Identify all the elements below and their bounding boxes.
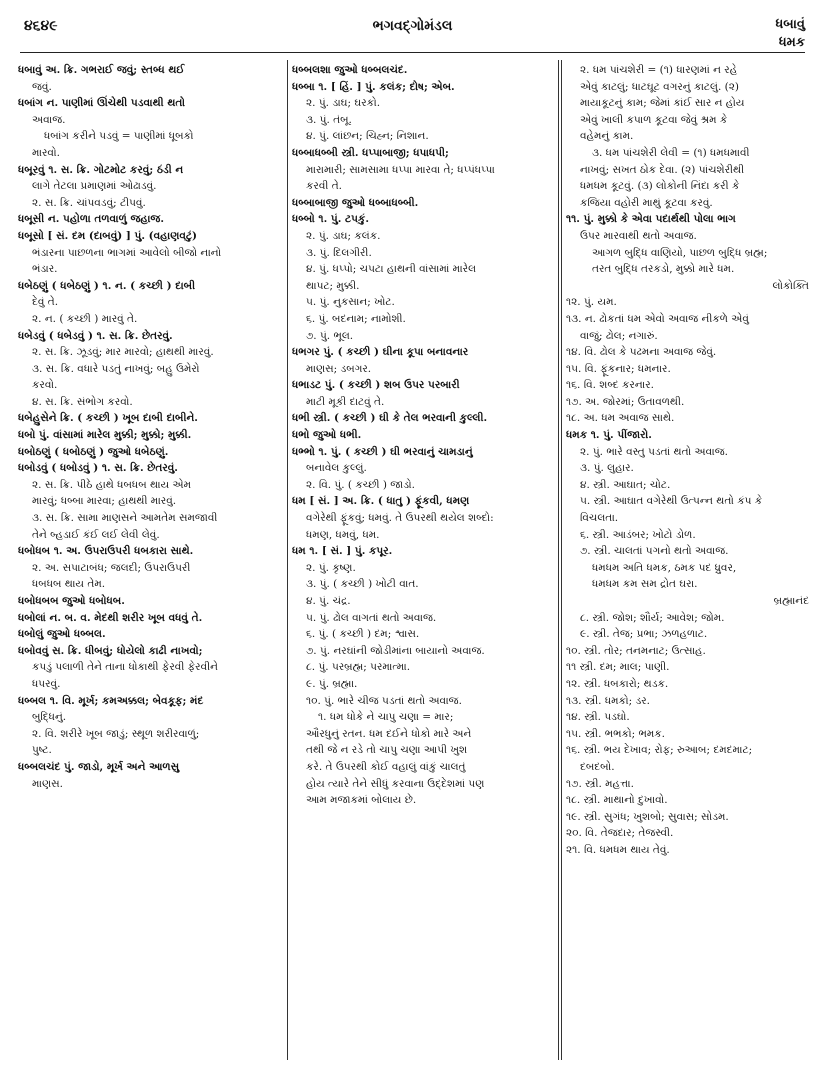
dictionary-entry-headline: ધબ્બલ ૧. વિ. મૂર્ખ; કમઅક્કલ; બેવકૂફ; મંદ <box>18 694 204 707</box>
guide-word-top: ધબાવું <box>775 17 805 32</box>
dictionary-entry-line: વિચલતા. <box>580 512 619 525</box>
dictionary-entry-line: ભંડારના પાછળના ભાગમાં આવેલો બીજો નાનો <box>32 246 222 259</box>
dictionary-entry-line: તથી જે ન રડે તો ચાપુ ચણા આપી ખુશ <box>306 744 468 757</box>
dictionary-entry-headline: ધબેડવું ( ધબેડવું ) ૧. સ. ક્રિ. છેતરવું. <box>18 329 173 342</box>
dictionary-entry-headline: ધબાવું અ. ક્રિ. ગભરાઈ જવું; સ્તબ્ધ થઈ <box>18 64 185 76</box>
dictionary-entry-line: ૩. પું. ( કચ્છી ) ખોટી વાત. <box>306 578 419 591</box>
dictionary-entry-line: વાજું; ઢોલ; નગારું. <box>580 329 658 342</box>
dictionary-entry-line: વહેમનું કામ. <box>580 130 634 143</box>
dictionary-entry-line: થાપટ; મુક્કી. <box>306 279 360 292</box>
dictionary-entry-line: ૬. સ્ત્રી. આડંબર; ખોટો ડોળ. <box>580 528 696 541</box>
dictionary-entry-line: ૨. પું. ડાઘ; કલંક. <box>306 229 381 242</box>
dictionary-entry-headline: ધબેહુસેને ક્રિ. ( કચ્છી ) ખૂબ દાબી દાબીને. <box>18 412 198 425</box>
dictionary-entry-line: ૧૭. અ. જોરમાં; ઉતાવળથી. <box>566 395 685 408</box>
dictionary-entry-line: ૭. સ્ત્રી. ચાલતાં પગનો થતો અવાજ. <box>580 545 729 558</box>
dictionary-entry-line: હોય ત્યારે તેને સીધું કરવાના ઉદ્દેશમાં પણ <box>306 777 485 790</box>
dictionary-entry-line: ધમણ, ધમવું, ધમ. <box>306 528 380 541</box>
dictionary-entry-headline: ધભાડટ પું. ( કચ્છી ) શબ ઉપર પરબારી <box>292 379 460 392</box>
dictionary-entry-line: ૪. પું. ચંદ્ર. <box>306 595 351 607</box>
column-divider <box>287 60 288 1060</box>
dictionary-entry-line: ૧૮. સ્ત્રી. માથાનો દુખાવો. <box>566 794 668 807</box>
dictionary-entry-headline: ધબોલું જુઓ ધબ્બલ. <box>18 628 106 641</box>
dictionary-column-2 <box>292 62 554 1062</box>
dictionary-entry-line: ૮. પું. પરબ્રહ્મ; પરમાત્મા. <box>306 661 411 674</box>
dictionary-entry-headline: ધબ્બો ૧. પું. ટપકું. <box>292 213 370 226</box>
dictionary-entry-line: બુદ્ધિનું. <box>32 711 67 724</box>
dictionary-entry-line: ધબાંગ કરીને પડવું = પાણીમાં ધૂબકો <box>44 130 194 143</box>
dictionary-entry-line: ૩. ધમ પાંચશેરી લેવી = (૧) ધમધમાવી <box>592 146 750 159</box>
dictionary-entry-line: ૪. પું. ધપ્પો; ચપટા હાથની વાંસામાં મારેલ <box>306 263 477 276</box>
dictionary-entry-headline: ધબોવવું સ. ક્રિ. ધીબવું; ધોયેલો કાઢી નાખવો; <box>18 644 203 657</box>
dictionary-entry-line: ૩. પું. તંબૂ. <box>306 113 352 126</box>
dictionary-entry-line: માયાકૂટનું કામ; જેમાં કાંઈ સાર ન હોય <box>580 97 745 110</box>
dictionary-entry-headline: ધબોઠણું ( ધબોઠણું ) જુઓ ધબેઠણું. <box>18 445 169 458</box>
dictionary-entry-line: જવું. <box>32 80 52 93</box>
dictionary-entry-line: મારવો. <box>32 146 60 159</box>
dictionary-entry-line: ૧૨. સ્ત્રી. ધબકારો; થડક. <box>566 677 669 690</box>
dictionary-entry-line: કરવો. <box>32 379 58 392</box>
citation-source: બ્રહ્માનંદ <box>773 595 809 607</box>
dictionary-entry-line: તરત બુદ્ધિ તરકડો, મુક્કો મારે ધમ. <box>592 263 735 276</box>
dictionary-entry-line: માણસ. <box>32 777 63 790</box>
dictionary-entry-line: ૨. સ. ક્રિ. પીઠે હાથે ધબધબ થાય એમ <box>32 478 192 491</box>
dictionary-entry-headline: ધબોડવું ( ધબોડવું ) ૧. સ. ક્રિ. છેતરવું. <box>18 462 178 475</box>
dictionary-entry-line: માટી મૂકી દાટવું તે. <box>306 395 385 408</box>
dictionary-entry-headline: ધબ્બાબાજી જુઓ ધબ્બાધબ્બી. <box>292 196 419 209</box>
dictionary-entry-line: ૨. વિ. પું. ( કચ્છી ) જાડો. <box>306 478 415 491</box>
dictionary-entry-line: એવું કાટલું; ધાટઘૂટ વગરનું કાટલું. (૨) <box>580 80 740 93</box>
dictionary-entry-headline: ૧૧. પું. મુક્કો કે એવા પદાર્થથી પોલા ભાગ <box>566 213 736 226</box>
dictionary-entry-line: લાગે તેટલા પ્રમાણમાં ઓઢાડવું. <box>32 180 157 193</box>
dictionary-entry-line: ૧૭. સ્ત્રી. મહત્તા. <box>566 777 634 790</box>
dictionary-entry-headline: ધબ્બલશા જુઓ ધબ્બલચંદ. <box>292 64 408 76</box>
dictionary-entry-line: વગેરેથી ફૂંકવું; ધમવું. તે ઉપરથી થયેલ શબ્દો: <box>306 512 494 525</box>
dictionary-entry-line: ૧૨. પું. યમ. <box>566 296 617 309</box>
dictionary-entry-line: ૨. વિ. શરીરે ખૂબ જાડું; સ્થૂળ શરીરવાળું; <box>32 727 200 740</box>
dictionary-entry-line: ૧૪. સ્ત્રી. પડઘો. <box>566 711 630 724</box>
guide-words <box>775 16 805 52</box>
dictionary-entry-line: ૯. પું. બ્રહ્મા. <box>306 677 358 690</box>
page-number: ૪૬૪૯ <box>24 18 58 34</box>
dictionary-entry-line: ૨. સ. ક્રિ. ચાંપવડવું; ટીપવું. <box>32 196 146 209</box>
dictionary-entry-line: ૨૧. વિ. ધમધમ થાય તેવું. <box>566 843 670 856</box>
dictionary-entry-headline: ધબૂરવું ૧. સ. ક્રિ. ગોટમોટ કરવું; ઠંડી ન <box>18 163 184 176</box>
dictionary-entry-line: ઉપર મારવાથી થતો અવાજ. <box>580 229 697 242</box>
dictionary-entry-line: ૧. ધમ ધોકે ને ચાપુ ચણા = માર; <box>318 711 454 724</box>
dictionary-entry-headline: ધબોધબ ૧. અ. ઉપરાઉપરી ધબકારા સાથે. <box>18 545 194 558</box>
dictionary-entry-line: ૯. સ્ત્રી. તેજ; પ્રભા; ઝળહળાટ. <box>580 628 708 641</box>
dictionary-entry-line: ઔરધુનું રતન. ધમ દઈને ધોકો મારે અને <box>306 727 472 740</box>
dictionary-entry-line: ૧૪. વિ. ઢોલ કે પઢમના અવાજ જેવું. <box>566 346 717 359</box>
dictionary-entry-line: કપડું પલાળી તેને તાના ધોકાથી ફેરવી ફેરવીને <box>32 661 218 674</box>
dictionary-entry-line: ધબધબ થાય તેમ. <box>32 578 106 591</box>
dictionary-entry-line: ૧૦. સ્ત્રી. તોર; તનમનાટ; ઉત્સાહ. <box>566 644 706 657</box>
dictionary-entry-line: દબદબો. <box>580 760 615 773</box>
dictionary-entry-line: આમ મજાકમાં બોલાય છે. <box>306 794 417 807</box>
dictionary-entry-headline: ધબ્બલચંદ પું. જાડો, મૂર્ખ અને આળસુ <box>18 760 180 773</box>
dictionary-entry-headline: ધબો પું. વાંસામાં મારેલ મુક્કી; મુક્કો; મુક્કી. <box>18 429 192 442</box>
dictionary-entry-headline: ધબોલાં ન. બ. વ. મેદથી શરીર ખૂબ વધવું તે. <box>18 611 203 624</box>
dictionary-entry-line: ૧૩. ન. ઢોકતાં ધમ એવો અવાજ નીકળે એવું <box>566 312 749 325</box>
dictionary-entry-headline: ધભી સ્ત્રી. ( કચ્છી ) ઘી કે તેલ ભરવાની કુલ્લી. <box>292 412 488 425</box>
dictionary-entry-headline: ધમ ૧. [ સં. ] પું. કપૂર. <box>292 545 393 558</box>
dictionary-entry-line: કરવી તે. <box>306 180 343 193</box>
dictionary-entry-line: ધપરવું. <box>32 677 61 690</box>
dictionary-entry-line: ૫. પું. નુકસાન; ખોટ. <box>306 296 395 309</box>
dictionary-entry-line: ૫. પું. ઢોલ વાગતાં થતો અવાજ. <box>306 611 437 624</box>
dictionary-entry-line: ૧૫. સ્ત્રી. ભભકો; ભમક. <box>566 727 666 740</box>
column-divider <box>558 60 559 1060</box>
dictionary-column-3 <box>566 62 809 1062</box>
dictionary-entry-line: ૩. પું. લુહાર. <box>580 462 634 475</box>
dictionary-entry-line: ધમધમ અતિ ધમક, ઠમક પદ ધ્રુવર, <box>592 561 737 574</box>
dictionary-entry-line: ૨. પું. ભારે વસ્તુ પડતાં થતો અવાજ. <box>580 445 728 458</box>
column-divider <box>561 60 562 1060</box>
dictionary-entry-headline: ધબેઠણું ( ધબેઠણું ) ૧. ન. ( કચ્છી ) દાબી <box>18 279 196 292</box>
dictionary-entry-headline: ધબ્બા ૧. [ હિં. ] પું. કલંક; દોષ; એબ. <box>292 80 455 93</box>
dictionary-entry-line: મારવું; ધબ્બા મારવા; હાથથી મારવું. <box>32 495 177 508</box>
dictionary-entry-line: ૨. પું. કૃષ્ણ. <box>306 561 356 574</box>
dictionary-entry-line: અવાજ. <box>32 113 66 126</box>
dictionary-entry-line: ૧૩. સ્ત્રી. ધમકો; ડર. <box>566 694 650 707</box>
dictionary-entry-line: ૨૦. વિ. તેજદાર; તેજસ્વી. <box>566 827 674 840</box>
dictionary-entry-line: ૭. પું. ભૂલ. <box>306 329 354 342</box>
dictionary-entry-line: નાખવું; સખત ઠોક દેવા. (૨) પાંચશેરીથી <box>580 163 745 176</box>
dictionary-entry-line: ૨. ન. ( કચ્છી ) મારવું તે. <box>32 312 138 325</box>
dictionary-entry-line: ૬. પું. ( કચ્છી ) દમ; શ્વાસ. <box>306 628 420 641</box>
page-title: ભગવદ્ગોમંડલ <box>372 18 453 34</box>
dictionary-entry-line: ૧૬. સ્ત્રી. ભય દેખાવ; રોફ; રુઆબ; દમદમાટ; <box>566 744 753 757</box>
dictionary-entry-line: ૮. સ્ત્રી. જોશ; શૌર્ય; આવેશ; જોમ. <box>580 611 725 624</box>
dictionary-entry-line: ૧૫. વિ. ફૂંકનાર; ધમનાર. <box>566 362 671 375</box>
dictionary-entry-line: ૬. પું. બદનામ; નામોશી. <box>306 312 406 325</box>
dictionary-entry-line: ૧૦. પું. ભારે ચીજ પડતાં થતો અવાજ. <box>306 694 462 707</box>
dictionary-entry-line: ૧૧ સ્ત્રી. દમ; માલ; પાણી. <box>566 661 670 674</box>
dictionary-entry-line: ધમધમ કૂટવું. (૩) લોકોની નિંદા કરી કે <box>580 180 740 193</box>
dictionary-entry-line: કજિયા વહોરી માથું કૂટવા કરવું. <box>580 196 713 209</box>
dictionary-entry-line: ૩. પું. દિલગીરી. <box>306 246 372 259</box>
dictionary-column-1 <box>18 62 283 1062</box>
dictionary-entry-line: ધમધમ કમ સમ દ્રોત ઘરા. <box>592 578 698 591</box>
dictionary-entry-line: ૧૬. વિ. શબ્દ કરનાર. <box>566 379 655 392</box>
dictionary-entry-line: ૨. પું. ડાઘ; ઘરકો. <box>306 97 381 110</box>
dictionary-entry-line: પુષ્ટ. <box>32 744 52 757</box>
dictionary-entry-line: ૩. સ. ક્રિ. સામા માણસને આમતેમ સમજાવી <box>32 512 218 525</box>
dictionary-entry-line: કરે. તે ઉપરથી કોઈ વહાલું વાંકું ચાલતું <box>306 760 466 773</box>
dictionary-entry-line: ૧૯. સ્ત્રી. સુગંધ; ખુશબો; સુવાસ; સોડમ. <box>566 810 729 823</box>
citation-source: લોકોક્તિ <box>772 279 809 292</box>
dictionary-entry-headline: ધમક ૧. પું. પીંજારો. <box>566 429 652 442</box>
dictionary-entry-line: બનાવેલ કુલ્લું. <box>306 462 367 475</box>
dictionary-entry-line: ૪. સ્ત્રી. આઘાત; ચોટ. <box>580 478 671 491</box>
page-header <box>0 0 825 60</box>
dictionary-entry-line: ભંડાર. <box>32 263 58 276</box>
dictionary-entry-line: ૪. સ. ક્રિ. સંભોગ કરવો. <box>32 395 133 408</box>
dictionary-entry-line: ૧૮. અ. ધમ અવાજ સાથે. <box>566 412 675 425</box>
dictionary-entry-line: ૩. સ. ક્રિ. વધારે પડતું નાખવું; બહુ ઉમેરો <box>32 362 200 375</box>
dictionary-entry-line: ૭. પું. નરઘાંની જોડીમાંના બાયાનો અવાજ. <box>306 644 485 657</box>
dictionary-entry-headline: ધબાંગ ન. પાણીમાં ઊંચેથી પડવાથી થતો <box>18 97 185 110</box>
dictionary-entry-line: માણસ; ડબગર. <box>306 362 372 375</box>
header-rule <box>20 52 805 53</box>
dictionary-entry-line: ૪. પું. લાંછન; ચિહ્ન; નિશાન. <box>306 130 429 143</box>
dictionary-entry-line: એવું ખાલી કપાળ કૂટવા જેવું શ્રમ કે <box>580 113 728 126</box>
dictionary-entry-line: ૫. સ્ત્રી. આઘાત વગેરેથી ઉત્પન્ન થતો કંપ કે <box>580 495 763 508</box>
dictionary-entry-headline: ધબોધબબ જુઓ ધબોધબ. <box>18 595 125 607</box>
dictionary-entry-headline: ધબૂસી ન. પહોળા તળવાળું જહાજ. <box>18 213 165 226</box>
dictionary-entry-headline: ધભ્ભો ૧. પું. ( કચ્છી ) ઘી ભરવાનું ચામડાનું <box>292 445 473 458</box>
dictionary-entry-line: આગળ બુદ્ધિ વાણિયો, પાછળ બુદ્ધિ બ્રહ્મ; <box>592 246 768 259</box>
dictionary-entry-line: ૨. સ. ક્રિ. ઝૂડવું; માર મારવો; હાથથી મારવું. <box>32 346 214 359</box>
dictionary-entry-headline: ધભગર પું. ( કચ્છી ) ઘીના કૂપા બનાવનાર <box>292 346 469 359</box>
dictionary-entry-line: ૨. ધમ પાંચશેરી = (૧) ધારણમાં ન રહે <box>580 64 738 76</box>
dictionary-entry-headline: ધમ [ સં. ] અ. ક્રિ. ( ધાતુ ) ફૂંકવી, ધમણ <box>292 495 470 508</box>
dictionary-entry-headline: ધબૂસો [ સં. દમ (દાબવું) ] પું. (વહાણવટું) <box>18 229 197 242</box>
dictionary-entry-line: તેને બ્હડાઈ કંઈ લઈ લેવી લેવું. <box>32 528 160 541</box>
dictionary-entry-line: દેવું તે. <box>32 296 59 309</box>
dictionary-entry-headline: ધબ્બાધબ્બી સ્ત્રી. ધપ્પાબાજી; ધપાધપી; <box>292 146 449 159</box>
dictionary-entry-line: મારામારી; સામસામા ધપ્પા મારવા તે; ધપ્પંધપ્પા <box>306 163 495 176</box>
dictionary-entry-headline: ધભો જુઓ ધભી. <box>292 429 362 442</box>
guide-word-bottom: ધમક <box>778 35 805 50</box>
dictionary-entry-line: ૨. અ. સપાટાબંધ; જલદી; ઉપરાઉપરી <box>32 561 191 574</box>
